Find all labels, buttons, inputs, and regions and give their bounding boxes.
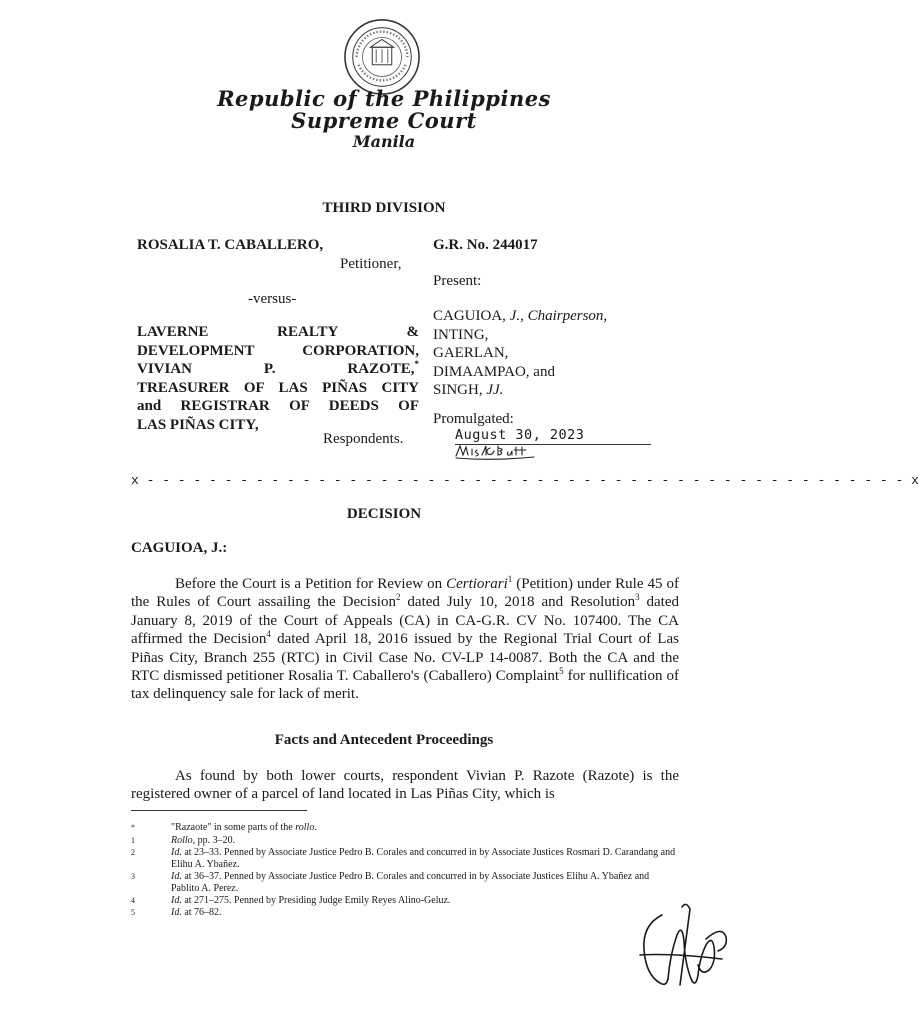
clerk-initial-signature-icon xyxy=(452,440,542,462)
bench-member: SINGH, JJ. xyxy=(433,382,504,398)
section-heading: Facts and Antecedent Proceedings xyxy=(274,732,494,748)
promulgated-label: Promulgated: xyxy=(433,411,514,427)
bench-member: GAERLAN, xyxy=(433,345,509,361)
court-heading: Supreme Court xyxy=(291,108,477,133)
respondent-line: TREASURER OF LAS PIÑAS CITY xyxy=(137,379,419,396)
respondents-block xyxy=(137,323,419,434)
bench-member: INTING, xyxy=(433,326,489,343)
footnote-ref: 5 xyxy=(559,666,564,677)
footnote-rule xyxy=(131,810,307,811)
present-label: Present: xyxy=(433,273,482,289)
petitioner-role: Petitioner, xyxy=(340,256,402,272)
paragraph-2: As found by both lower courts, respondent Vivian P. Razote (Razote) is the registered owner of a parcel of land located in Las Piñas City, which is xyxy=(131,768,679,803)
respondent-line: LAS PIÑAS CITY, xyxy=(137,416,259,433)
republic-heading: Republic of the Philippines xyxy=(217,86,551,111)
respondent-line: and REGISTRAR OF DEEDS OF xyxy=(137,398,419,414)
versus-label: -versus- xyxy=(248,291,297,307)
ponente: CAGUIOA, J.: xyxy=(131,540,228,556)
division-title: THIRD DIVISION xyxy=(322,200,446,216)
respondents-role: Respondents. xyxy=(323,431,404,447)
paragraph-1: Before the Court is a Petition for Review on Certiorari$^1$ (Petition) under Rule 45 of the Rules of Court assailing the Decision$^2$ dated July 10, 2018 and Resolution$^3$ dated January 8, 2019 of the Court of Appeals (CA) in CA-G.R. CV No. 107400. The CA affirmed the Decision$^4$ dated April 18, 2016 issued by the Regional Trial Court of Las Piñas City, Branch 255 (RTC) in Civil Case No. CV-LP 14-0087. Both the CA and the RTC dismissed petitioner Rosalia T. Caballero's (Caballero) Complaint$^5$ for nullification of tax delinquency sale for lack of merit. xyxy=(131,574,680,703)
footnote-ref: 1 xyxy=(507,574,513,584)
supreme-court-seal-icon xyxy=(343,18,421,96)
petitioner-name: ROSALIA T. CABALLERO, xyxy=(137,237,324,253)
bench-member: DIMAAMPAO, and xyxy=(433,363,555,380)
caption-separator: x - - - - - - - - - - - - - - - - - - - - - - - - - - - - - - - - - - - - - - - - - - - - - - - - - x xyxy=(131,473,919,488)
footnote-ref: 3 xyxy=(635,592,640,603)
justice-signature-icon xyxy=(622,895,732,993)
respondent-line: VIVIAN P. RAZOTE,* xyxy=(137,359,419,377)
promulgated-date-stamp: August 30, 2023 xyxy=(455,427,585,443)
gr-number: G.R. No. 244017 xyxy=(433,237,538,253)
bench-list xyxy=(433,307,607,400)
respondent-line: DEVELOPMENT CORPORATION, xyxy=(137,342,419,359)
footnote-ref: 2 xyxy=(395,592,401,603)
footnote-ref: 4 xyxy=(266,629,271,640)
razote-footnote-mark: * xyxy=(414,359,419,369)
city-heading: Manila xyxy=(352,132,416,151)
respondent-line: LAVERNE REALTY & xyxy=(137,324,419,340)
bench-member: CAGUIOA, J., Chairperson, xyxy=(433,308,608,324)
decision-title: DECISION xyxy=(346,506,422,522)
